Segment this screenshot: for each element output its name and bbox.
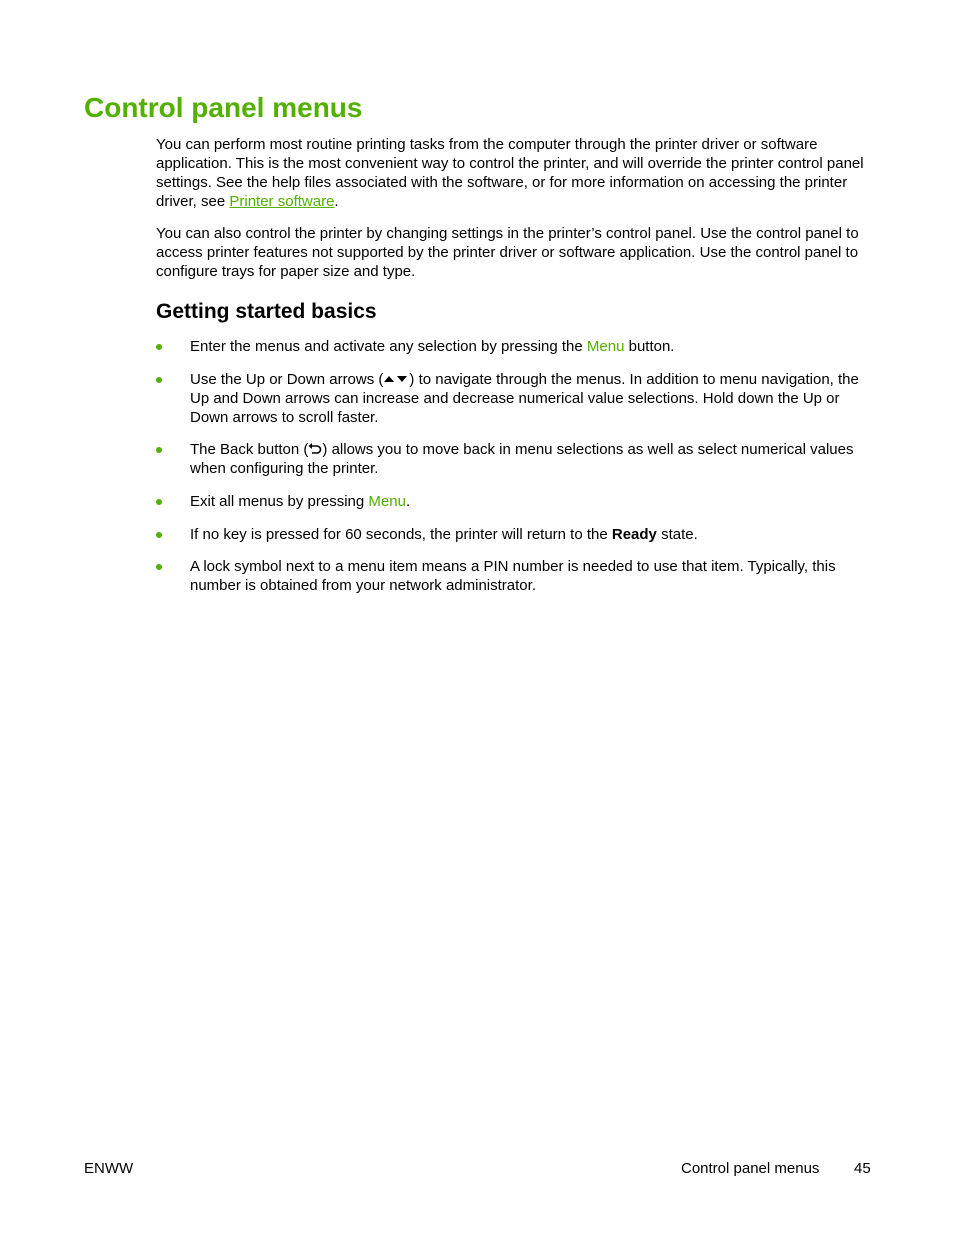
list-item-text — [190, 337, 864, 356]
printer-software-link[interactable]: Printer software — [229, 193, 335, 210]
list-item — [156, 370, 864, 427]
menu-button-label: Menu — [586, 338, 625, 355]
intro-paragraph-2: You can also control the printer by changing settings in the printer’s control panel. Use the control panel to access printer features not supported by the printer driver or software application. Use the control panel to configure trays for paper size and type. — [156, 225, 859, 280]
list-item — [156, 525, 864, 544]
intro-paragraph-1-text: You can perform most routine printing tasks from the computer through the printer driver or software application. This is the most convenient way to control the printer, and will override the printer control panel settings. See the help files associated with the software, or for more information on accessing the printer driver, see — [156, 136, 864, 210]
back-arrow-icon — [308, 443, 322, 455]
footer-chapter-title: Control panel menus — [681, 1160, 820, 1177]
list-item-text — [190, 440, 864, 478]
list-item-text-part: ) to navigate through the menus. In addition to menu navigation, the Up and Down arrows can increase and decrease numerical value selections. Hold down the Up or Down arrows to scroll faster. — [190, 371, 859, 426]
list-item-text — [190, 370, 864, 427]
bullet-icon — [156, 447, 162, 453]
page-title: Control panel menus — [84, 92, 363, 123]
list-item-text-part: Enter the menus and activate any selection by pressing the — [190, 338, 587, 355]
up-down-arrows-icon — [383, 374, 409, 384]
page-number: 45 — [854, 1160, 871, 1177]
list-item — [156, 492, 864, 511]
bullet-icon — [156, 344, 162, 350]
list-item-text-part: Use the Up or Down arrows ( — [190, 371, 384, 388]
list-item — [156, 337, 864, 356]
list-item-text-part: state. — [656, 526, 698, 543]
menu-button-label: Menu — [368, 493, 406, 510]
footer-left: ENWW — [84, 1160, 134, 1177]
list-item-text — [190, 525, 864, 544]
bullet-icon — [156, 377, 162, 383]
list-item-text-part: button. — [624, 338, 675, 355]
ready-state-label: Ready — [611, 526, 657, 543]
list-item-text-part: . — [405, 493, 411, 510]
list-item — [156, 440, 864, 478]
intro-paragraph-1-end: . — [334, 193, 339, 210]
list-item-text — [190, 492, 864, 511]
list-item-text-part: ) allows you to move back in menu selections as well as select numerical values when configuring the printer. — [190, 441, 854, 477]
list-item-text-part: The Back button ( — [190, 441, 309, 458]
list-item — [156, 557, 864, 595]
bullet-icon — [156, 532, 162, 538]
list-item-text: A lock symbol next to a menu item means a PIN number is needed to use that item. Typically, this number is obtained from your network administrator. — [190, 558, 836, 594]
intro-paragraph-1 — [156, 135, 864, 211]
bullet-icon — [156, 499, 162, 505]
list-item-text-part: Exit all menus by pressing — [190, 493, 369, 510]
list-item-text-part: If no key is pressed for 60 seconds, the printer will return to the — [190, 526, 612, 543]
section-title: Getting started basics — [156, 300, 377, 323]
bullet-icon — [156, 564, 162, 570]
